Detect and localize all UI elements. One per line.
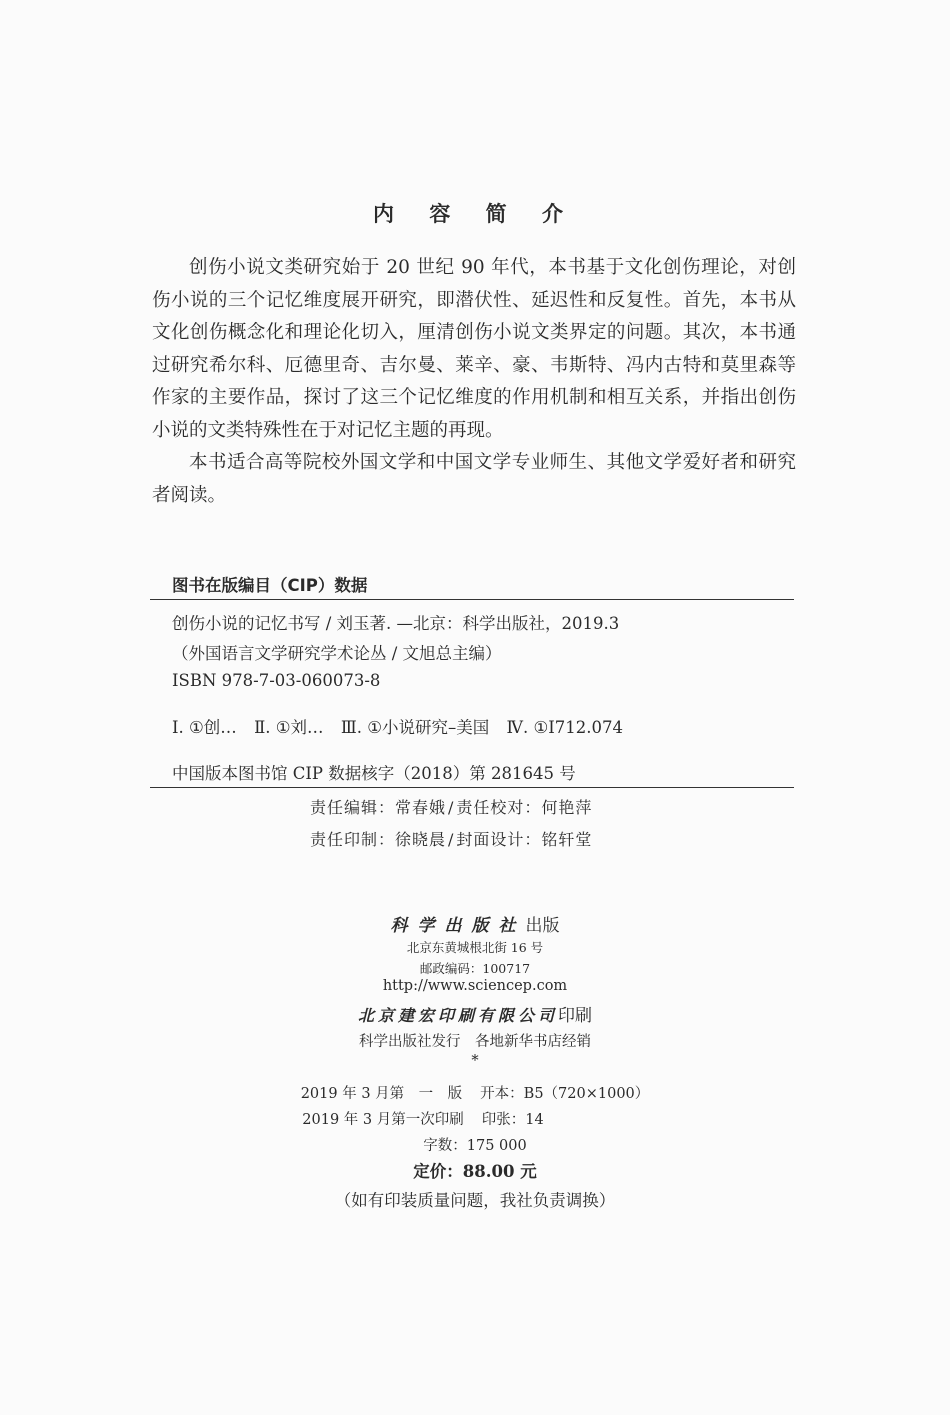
printing-date: 2019 年 3 月第一次印刷	[302, 1112, 464, 1128]
cip-class-item: Ⅳ. ①I712.074	[506, 718, 624, 737]
publisher-address: 北京东黄城根北街 16 号	[406, 940, 544, 955]
edition-line	[0, 1082, 950, 1103]
quality-notice: （如有印装质量问题，我社负责调换）	[334, 1191, 616, 1210]
printer-suffix: 印刷	[558, 1006, 592, 1026]
cip-isbn: ISBN 978-7-03-060073-8	[172, 671, 381, 690]
cip-series-line: （外国语言文学研究学术论丛 / 文旭总主编）	[172, 644, 502, 663]
summary-paragraph: 创伤小说文类研究始于 20 世纪 90 年代，本书基于文化创伤理论，对创伤小说的三个记忆维度展开研究，即潜伏性、延迟性和反复性。首先，本书从文化创伤概念化和理论化切入，厘清创伤小说文类界定的问题。其次，本书通过研究希尔科、厄德里奇、吉尔曼、莱辛、豪、韦斯特、冯内古特和莫里森等作家的主要作品，探讨了这三个记忆维度的作用机制和相互关系，并指出创伤小说的文类特殊性在于对记忆主题的再现。	[152, 257, 796, 441]
publisher-postcode: 邮政编码：100717	[419, 961, 531, 976]
cip-top-rule	[150, 599, 794, 600]
printed-sheets: 印张：14	[481, 1112, 544, 1128]
staff-line-2	[310, 827, 592, 850]
summary-text	[152, 252, 796, 512]
responsible-proofreader: 责任校对：何艳萍	[456, 798, 593, 817]
publisher-website: http://www.sciencep.com	[382, 978, 568, 994]
cip-bottom-rule	[150, 787, 794, 788]
cip-heading: 图书在版编目（CIP）数据	[172, 576, 368, 595]
cip-class-item: Ⅱ. ①刘…	[254, 718, 324, 737]
staff-line-1	[310, 795, 592, 818]
cip-record-number: 中国版本图书馆 CIP 数据核字（2018）第 281645 号	[172, 764, 576, 783]
word-count: 字数：175 000	[423, 1138, 527, 1154]
responsible-printing: 责任印制：徐晓晨	[310, 830, 447, 849]
publisher-name: 科学出版社	[390, 916, 526, 936]
summary-paragraph: 本书适合高等院校外国文学和中国文学专业师生、其他文学爱好者和研究者阅读。	[152, 452, 796, 506]
cip-class-item: Ⅰ. ①创…	[172, 718, 237, 737]
publisher-line	[0, 911, 950, 936]
printing-line	[0, 1108, 898, 1129]
cip-class-item: Ⅲ. ①小说研究–美国	[340, 718, 490, 737]
price-label: 定价：	[413, 1162, 463, 1181]
cip-title-line: 创伤小说的记忆书写 / 刘玉著. —北京：科学出版社，2019.3	[172, 614, 620, 633]
distribution-line: 科学出版社发行 各地新华书店经销	[359, 1034, 591, 1050]
publisher-suffix: 出版	[525, 916, 560, 936]
responsible-editor: 责任编辑：常春娥	[310, 798, 447, 817]
staff-separator: /	[448, 798, 455, 817]
printer-name: 北京建宏印刷有限公司	[357, 1006, 558, 1025]
asterisk: *	[471, 1053, 479, 1069]
printer-line	[0, 1001, 950, 1026]
staff-separator: /	[448, 830, 455, 849]
price-line	[0, 1158, 950, 1182]
cover-design: 封面设计：铭轩堂	[456, 830, 593, 849]
edition: 2019 年 3 月第 一 版	[300, 1086, 463, 1102]
cip-classification	[172, 714, 635, 738]
summary-title: 内 容 简 介	[373, 202, 577, 226]
book-format: 开本：B5（720×1000）	[480, 1086, 650, 1102]
price-value: 88.00 元	[462, 1162, 537, 1181]
